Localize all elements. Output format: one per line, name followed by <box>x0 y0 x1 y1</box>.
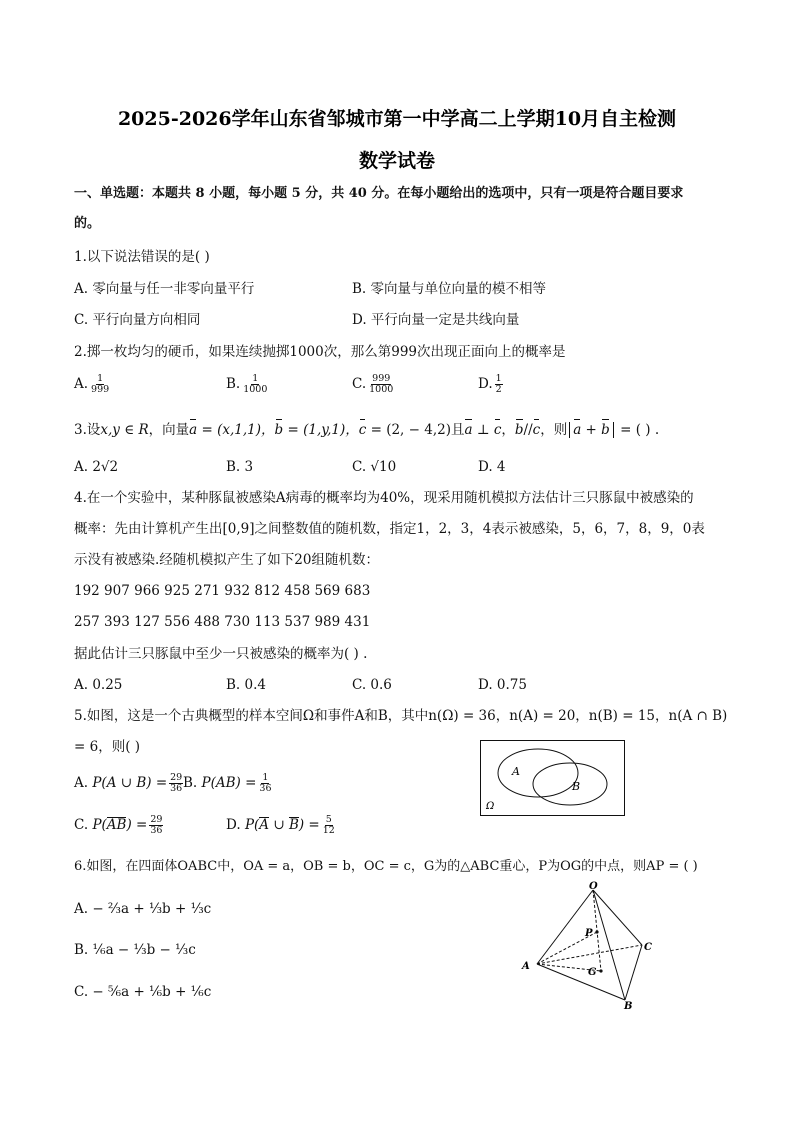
section-heading-cont: 的。 <box>74 216 101 231</box>
edge-oa <box>537 890 593 964</box>
venn-diagram <box>480 740 625 816</box>
edge-ob <box>593 890 625 1000</box>
q5-option-a: A. P(A ∪ B) = $\frac{29}{36}$ <box>74 772 183 794</box>
label-a: A <box>522 961 530 972</box>
q5-line2: = 6，则( ) <box>74 739 141 755</box>
section-heading: 一、单选题：本题共 8 小题，每小题 5 分，共 40 分。在每小题给出的选项中，只有一项是符合题目要求 <box>74 186 684 201</box>
q4-question: 据此估计三只豚鼠中至少一只被感染的概率为( ) . <box>74 646 368 662</box>
event-b-ellipse <box>533 763 607 805</box>
edge-oc <box>593 890 642 945</box>
q3-stem: 3.设x,y ∈ R，向量a = (x,1,1)，b = (1,y,1)，c = (2, − 4,2)且a ⊥ c，b//c，则 a + b = ( ) . <box>74 422 660 438</box>
q4-option-c: C. 0.6 <box>352 677 392 693</box>
q3-option-a: A. 2√2 <box>74 459 119 475</box>
q6-option-b: B. ⅙a − ⅓b − ⅓c <box>74 942 196 958</box>
q4-option-d: D. 0.75 <box>478 677 527 693</box>
q1-option-d: D. 平行向量一定是共线向量 <box>352 312 520 328</box>
edge-ab <box>537 964 625 1000</box>
label-b: B <box>624 1001 633 1012</box>
page-title: 2025-2026学年山东省邹城市第一中学高二上学期10月自主检测 <box>117 108 677 130</box>
sample-space-box <box>481 741 625 816</box>
edge-bc <box>625 945 642 1000</box>
q1-stem: 1.以下说法错误的是( ) <box>74 249 210 265</box>
q3-option-d: D. 4 <box>478 459 506 475</box>
q2-option-a: A. $\frac{1}{999}$ <box>74 373 110 395</box>
q4-random-numbers-1: 192 907 966 925 271 932 812 458 569 683 <box>74 583 371 599</box>
q1-option-c: C. 平行向量方向相同 <box>74 312 201 328</box>
q1-option-b: B. 零向量与单位向量的模不相等 <box>352 281 547 297</box>
venn-label-omega: Ω <box>486 801 495 812</box>
q4-random-numbers-2: 257 393 127 556 488 730 113 537 989 431 <box>74 614 371 630</box>
page-subtitle: 数学试卷 <box>358 150 435 172</box>
q3-option-c: C. √10 <box>352 459 397 475</box>
edge-ac <box>537 945 642 964</box>
q2-option-d: D. $\frac{1}{2}$ <box>478 373 502 395</box>
q2-option-c: C. $\frac{999}{1000}$ <box>352 373 394 395</box>
q5-option-b: B. P(AB) = $\frac{1}{36}$ <box>183 772 272 794</box>
label-p: P <box>585 928 593 939</box>
q2-option-b: B. $\frac{1}{1000}$ <box>226 373 268 395</box>
venn-label-a: A <box>512 765 520 778</box>
q5-line1: 5.如图，这是一个古典概型的样本空间Ω和事件A和B，其中n(Ω) = 36，n(A) = 20，n(B) = 15，n(A ∩ B) <box>74 708 728 724</box>
q4-line2: 概率：先由计算机产生出[0,9]之间整数值的随机数，指定1，2，3，4表示被感染，5，6，7，8，9，0表 <box>74 521 705 537</box>
q4-option-b: B. 0.4 <box>226 677 266 693</box>
q4-line1: 4.在一个实验中，某种豚鼠被感染A病毒的概率均为40%，现采用随机模拟方法估计三只豚鼠中被感染的 <box>74 490 694 506</box>
q1-option-a: A. 零向量与任一非零向量平行 <box>74 281 255 297</box>
label-o: O <box>589 881 598 892</box>
q4-line3: 示没有被感染.经随机模拟产生了如下20组随机数： <box>74 552 379 568</box>
q5-option-d: D. P(A ∪ B) = $\frac{5}{12}$ <box>226 814 335 836</box>
venn-label-b: B <box>572 780 581 793</box>
q6-stem: 6.如图，在四面体OABC中，OA = a，OB = b，OC = c，G为的△ABC重心，P为OG的中点，则AP = ( ) <box>74 859 698 874</box>
point-g <box>599 969 602 972</box>
q6-option-a: A. − ⅔a + ⅓b + ⅓c <box>74 901 212 917</box>
q3-option-b: B. 3 <box>226 459 254 475</box>
tetrahedron-figure <box>515 880 665 1012</box>
point-p <box>595 930 598 933</box>
q6-option-c: C. − ⅚a + ⅙b + ⅙c <box>74 984 212 1000</box>
label-g: G <box>588 967 597 978</box>
q2-stem: 2.掷一枚均匀的硬币，如果连续抛掷1000次，那么第999次出现正面向上的概率是 <box>74 344 566 360</box>
q4-option-a: A. 0.25 <box>74 677 123 693</box>
label-c: C <box>644 942 652 953</box>
q5-option-c: C. P(AB) = $\frac{29}{36}$ <box>74 814 163 836</box>
